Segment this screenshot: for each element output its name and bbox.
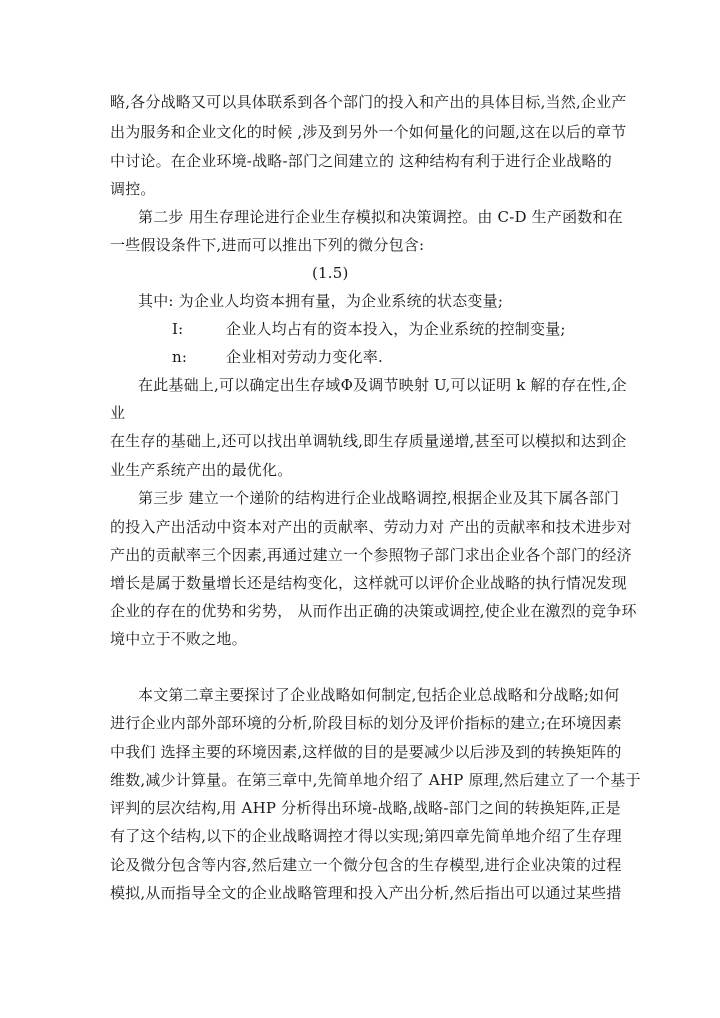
text-line: 有了这个结构,以下的企业战略调控才得以实现;第四章先简单地介绍了生存理 [110, 827, 622, 845]
text-line: 境中立于不败之地。 [110, 630, 247, 648]
text-line: 在此基础上,可以确定出生存域Φ及调节映射 U,可以证明 k 解的存在性,企 [138, 376, 627, 394]
text-line: 本文第二章主要探讨了企业战略如何制定,包括企业总战略和分战略;如何 [138, 686, 620, 704]
text-line: 增长是属于数量增长还是结构变化，这样就可以评价企业战略的执行情况发现 [110, 574, 627, 592]
text-line: 略,各分战略又可以具体联系到各个部门的投入和产出的具体目标,当然,企业产 [110, 93, 627, 111]
text-line: 调控。 [110, 180, 156, 198]
text-line: 中讨论。在企业环境-战略-部门之间建立的 这种结构有利于进行企业战略的 [110, 152, 612, 170]
text-line: 的投入产出活动中资本对产出的贡献率、劳动力对 产出的贡献率和技术进步对 [110, 518, 632, 536]
text-line: 产出的贡献率三个因素,再通过建立一个参照物子部门求出企业各个部门的经济 [110, 546, 632, 564]
text-line: 在生存的基础上,还可以找出单调轨线,即生存质量递增,甚至可以模拟和达到企 [110, 432, 627, 450]
text-line: 论及微分包含等内容,然后建立一个微分包含的生存模型,进行企业决策的过程 [110, 856, 622, 874]
variable-description: 企业相对劳动力变化率. [226, 348, 383, 366]
text-line: 进行企业内部外部环境的分析,阶段目标的划分及评价指标的建立;在环境因素 [110, 714, 622, 732]
text-line: 出为服务和企业文化的时候 ,涉及到另外一个如何量化的问题,这在以后的章节 [110, 123, 627, 141]
text-line: 业生产系统产出的最优化。 [110, 461, 293, 479]
text-line: 中我们 选择主要的环境因素,这样做的目的是要减少以后涉及到的转换矩阵的 [110, 743, 622, 761]
text-line: 第三步 建立一个递阶的结构进行企业战略调控,根据企业及其下属各部门 [138, 489, 620, 507]
text-line: 维数,减少计算量。在第三章中,先简单地介绍了 AHP 原理,然后建立了一个基于 [110, 771, 641, 789]
text-line: 业 [110, 404, 126, 422]
text-line: 一些假设条件下,进而可以推出下列的微分包含: [110, 236, 425, 254]
text-line: 模拟,从而指导全文的企业战略管理和投入产出分析,然后指出可以通过某些措 [110, 884, 622, 902]
text-line: 企业的存在的优势和劣势， 从而作出正确的决策或调控,使企业在激烈的竞争环 [110, 602, 637, 620]
equation-number: (1.5) [312, 264, 349, 282]
text-line: 其中: 为企业人均资本拥有量，为企业系统的状态变量; [138, 292, 504, 310]
variable-label: I: [172, 320, 184, 338]
text-line: 第二步 用生存理论进行企业生存模拟和决策调控。由 C-D 生产函数和在 [138, 208, 623, 226]
text-line: 评判的层次结构,用 AHP 分析得出环境-战略,战略-部门之间的转换矩阵,正是 [110, 799, 621, 817]
variable-description: 企业人均占有的资本投入，为企业系统的控制变量; [226, 320, 566, 338]
variable-label: n: [172, 348, 188, 366]
